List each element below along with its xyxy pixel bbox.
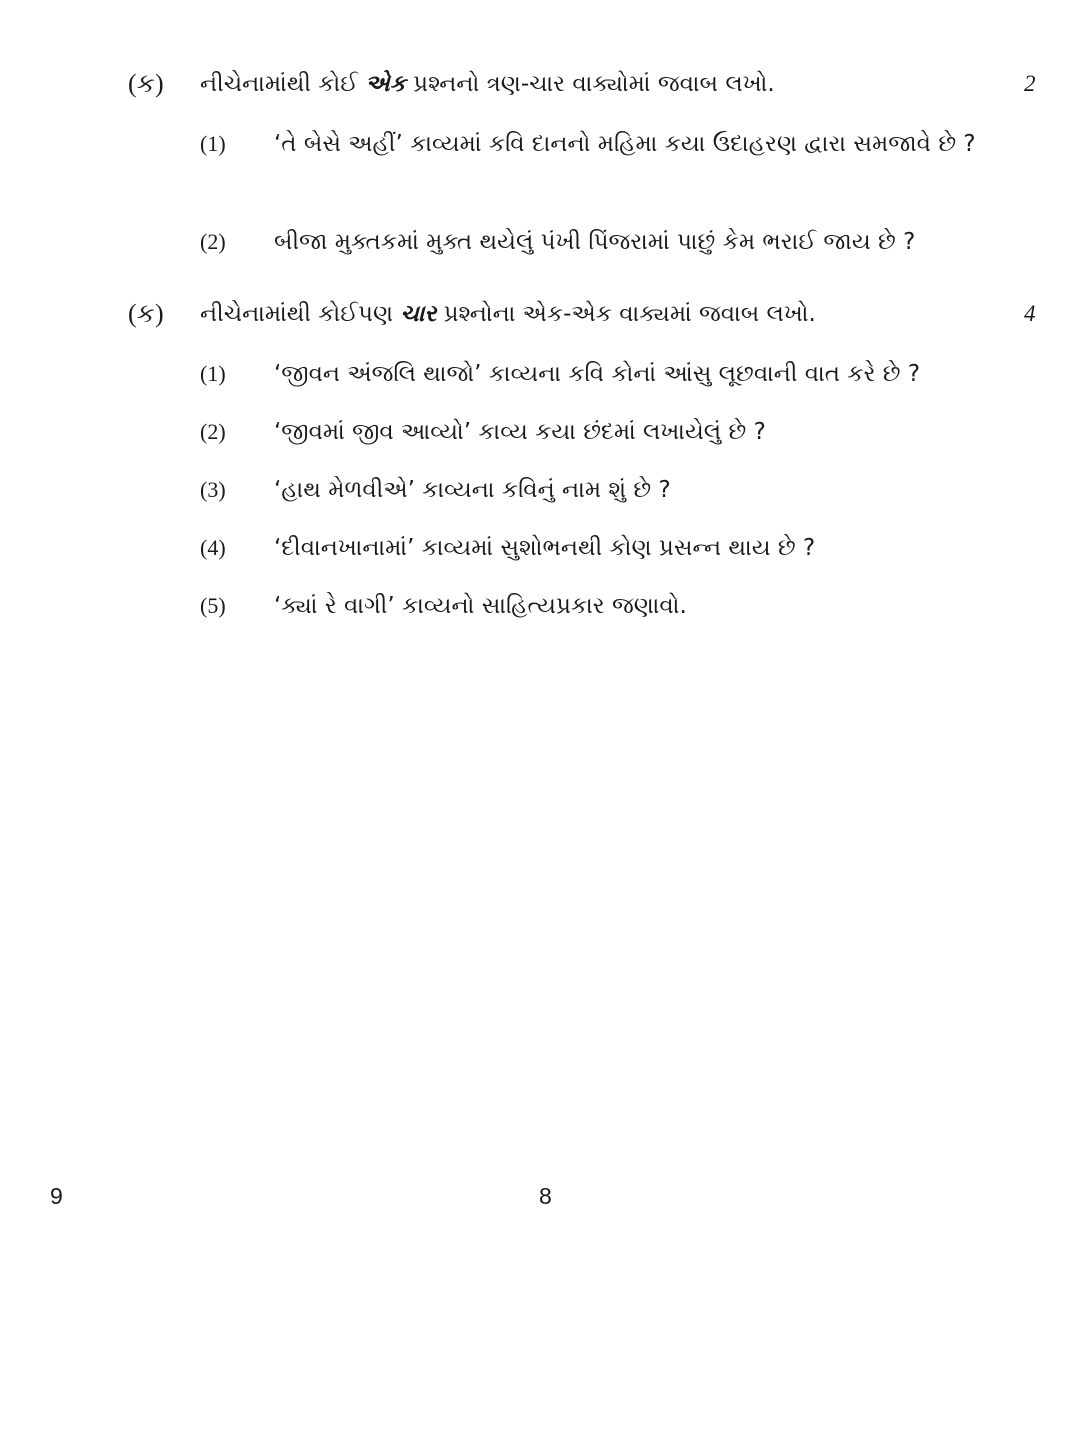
section-a-instruction	[200, 68, 775, 100]
section-b-instruction-emphasis: ચાર	[400, 301, 437, 327]
paper-code: 9	[50, 1183, 63, 1209]
section-a-instruction-after: પ્રશ્નનો ત્રણ-ચાર વાક્યોમાં જવાબ લખો.	[405, 71, 775, 97]
section-a-instruction-before: નીચેનામાંથી કોઈ	[200, 71, 366, 97]
item-number: (1)	[200, 361, 226, 386]
item-number: (2)	[200, 229, 226, 254]
section-b-instruction-before: નીચેનામાંથી કોઈપણ	[200, 301, 401, 327]
item-text: ‘ક્યાં રે વાગી’ કાવ્યનો સાહિત્યપ્રકાર જણાવો.	[274, 593, 687, 619]
section-a-label: (ક)	[128, 69, 164, 98]
section-b-label: (ક)	[128, 299, 164, 328]
page-number: 8	[539, 1183, 552, 1209]
item-number: (4)	[200, 535, 226, 560]
item-number: (2)	[200, 419, 226, 444]
item-number: (1)	[200, 131, 226, 156]
item-number: (5)	[200, 593, 226, 618]
item-text: ‘તે બેસે અહીં’ કાવ્યમાં કવિ દાનનો મહિમા કયા ઉદાહરણ દ્વારા સમજાવે છે ?	[274, 131, 976, 157]
item-text: ‘જીવન અંજલિ થાજો’ કાવ્યના કવિ કોનાં આંસુ લૂછવાની વાત કરે છે ?	[274, 361, 921, 387]
section-b-instruction-after: પ્રશ્નોના એક-એક વાક્યમાં જવાબ લખો.	[436, 301, 816, 327]
section-b-marks: 4	[1024, 301, 1036, 326]
section-a-marks: 2	[1024, 71, 1036, 96]
item-text: ‘દીવાનખાનામાં’ કાવ્યમાં સુશોભનથી કોણ પ્રસન્ન થાય છે ?	[274, 535, 816, 561]
item-text: ‘જીવમાં જીવ આવ્યો’ કાવ્ય કયા છંદમાં લખાયેલું છે ?	[274, 419, 766, 445]
section-a-instruction-emphasis: એક	[365, 71, 406, 97]
item-text: બીજા મુક્તકમાં મુક્ત થયેલું પંખી પિંજરામાં પાછું કેમ ભરાઈ જાય છે ?	[274, 229, 916, 255]
item-number: (3)	[200, 477, 226, 502]
item-text: ‘હાથ મેળવીએ’ કાવ્યના કવિનું નામ શું છે ?	[274, 477, 671, 503]
section-b-instruction	[200, 298, 816, 330]
